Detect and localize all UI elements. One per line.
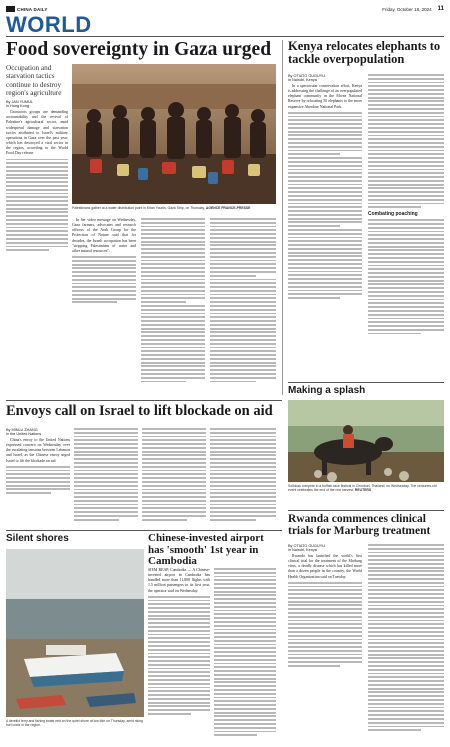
gaza-body-3 (141, 218, 205, 382)
kenya-body-1-cont (288, 112, 362, 299)
gaza-headline: Food sovereignty in Gaza urged (6, 40, 272, 60)
gaza-photo (72, 64, 276, 204)
gaza-body-1-cont (6, 159, 68, 252)
envoys-body-1-cont (6, 466, 70, 494)
airport-headline-block (148, 533, 276, 567)
envoys-body-2 (74, 428, 138, 521)
silent-photo-image (6, 549, 144, 717)
gaza-photo-caption: Palestinians gather at a water distribution point in Khan Younis, Gaza Strip, on Thursday. AGENCE FRANCE-PRESSE (72, 206, 251, 210)
airport-body-2 (214, 568, 276, 736)
page-number: 11 (437, 6, 444, 12)
envoys-col-1 (6, 428, 70, 528)
section-rule (6, 36, 444, 37)
kenya-byline: By OTIATO GUGUYU in Nairobi, Kenya (288, 74, 325, 82)
column-divider (282, 40, 283, 395)
silent-photo (6, 549, 144, 717)
gaza-body-2-cont (72, 256, 136, 303)
silent-caption: A derelict ferry and fishing boats rest on the quiet shore at low tide on Thursday, amid rising fuel costs in the region. (6, 719, 143, 728)
splash-photo (288, 400, 444, 482)
silent-rule (6, 530, 150, 531)
airport-body-1: SIEM REAP, Cambodia — A Chinese-invested airport in Cambodia has handled more than 11,800 flights with 1.5 million passengers in its first year, the operator said on Wednesday. (148, 568, 210, 593)
splash-headline: Making a splash (288, 385, 366, 396)
kenya-subhead: Combating poaching (368, 211, 418, 218)
envoys-body-3 (142, 428, 206, 521)
kenya-headline: Kenya relocates elephants to tackle overpopulation (288, 40, 441, 67)
rwanda-rule (288, 510, 444, 511)
gaza-col-3 (141, 218, 205, 398)
kenya-headline-block (288, 40, 444, 74)
envoys-headline-block (6, 404, 278, 426)
envoys-col-4 (210, 428, 276, 528)
envoys-body-1: China's envoy to the United Nations expressed concern on Wednesday over the escalating tensions between Lebanon and Israel, as the Chinese envoy urged Israel to lift the blockade on aid. (6, 438, 70, 463)
rwanda-headline-block (288, 513, 444, 543)
gaza-body-4 (210, 218, 276, 382)
envoys-byline: By MINLU ZHANG in the United Nations (6, 428, 42, 436)
kenya-col-2 (368, 74, 444, 374)
envoys-col-3 (142, 428, 206, 528)
rwanda-headline: Rwanda commences clinical trials for Marburg treatment (288, 513, 431, 538)
splash-rule (288, 382, 444, 383)
issue-date: Friday, October 18, 2024 (382, 6, 432, 12)
newspaper-logo: CHINA DAILY (17, 6, 48, 12)
gaza-col-2 (72, 218, 136, 398)
rwanda-body-1-cont (288, 582, 362, 667)
rwanda-byline: By OTIATO GUGUYU in Nairobi, Kenya (288, 544, 325, 552)
airport-col-2 (214, 568, 276, 743)
rwanda-col-1 (288, 544, 362, 743)
rwanda-col-2 (368, 544, 444, 743)
kenya-body-3 (368, 219, 444, 334)
kenya-body-2 (368, 74, 444, 208)
kenya-col-1 (288, 74, 362, 374)
airport-body-1-cont (148, 596, 210, 715)
envoys-rule (6, 400, 282, 401)
gaza-deck: Occupation and starvation tactics continue to destroy region's agriculture (6, 64, 62, 97)
gaza-photo-image (72, 64, 276, 204)
gaza-col-4 (210, 218, 276, 398)
silent-headline: Silent shores (6, 533, 69, 544)
rwanda-body-2 (368, 544, 444, 731)
splash-photo-image (288, 400, 444, 482)
airport-col-1 (148, 568, 210, 743)
gaza-body-2: In her video message on Wednesday, Gaza farmers, advocates and research officers of the Arab Group for the Protection of Nature said that for decades, the Israeli occupation has been "stripping Palestinians of water and other natural resources". (72, 218, 136, 253)
envoys-col-2 (74, 428, 138, 528)
splash-headline-block (288, 385, 444, 399)
rwanda-body-1: Rwanda has launched the world's first clinical trial for the treatment of the Marburg virus, a deadly disease which has killed more than a dozen people in the country, the World Health Organization said on Tuesday. (288, 554, 362, 579)
silent-headline-block (6, 533, 146, 547)
kenya-body-1: In a spectacular conservation effort, Kenya is addressing the challenge of an overpopulated elephant community in the Mwea National Reserve by relocating 50 elephants to the more expansive Aberdare National Park. (288, 84, 362, 109)
envoys-body-4 (210, 428, 276, 521)
splash-caption: Sollokas compete in a buffalo race festival in Chonburi, Thailand, on Wednesday. The centuries-old event celebrates the end of the rice harvest. REUTERS (288, 484, 437, 493)
section-title: WORLD (6, 12, 92, 37)
gaza-byline: By JAN YUMUL in Hong Kong (6, 100, 33, 109)
airport-headline: Chinese-invested airport has 'smooth' 1st year in Cambodia (148, 533, 264, 567)
gaza-body-1: Grassroots groups are demanding accountability and the revival of Palestine's agricultural sector, amid widespread damage and starvation tactics attributed to Israel's military operations in Gaza over the past year, which has destroyed a vital sector in the region, according to the World Food Day release. (6, 110, 68, 156)
envoys-headline: Envoys call on Israel to lift blockade on aid (6, 404, 273, 419)
gaza-col-1 (6, 64, 68, 304)
airport-rule (148, 530, 282, 531)
